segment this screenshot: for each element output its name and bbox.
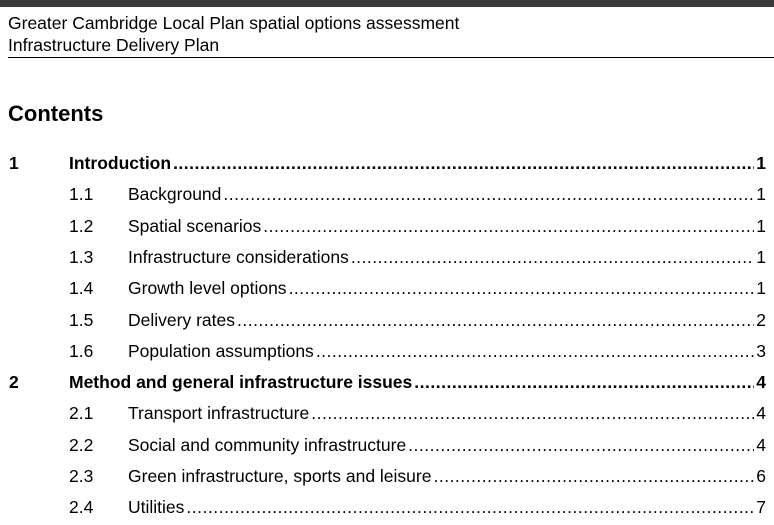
toc-entry-page[interactable]: 6 bbox=[756, 466, 766, 486]
toc-entry-line bbox=[128, 184, 766, 205]
document-subtitle: Infrastructure Delivery Plan bbox=[8, 35, 220, 55]
toc-entry-title[interactable]: Infrastructure considerations bbox=[128, 246, 349, 267]
toc-entry[interactable] bbox=[0, 180, 774, 211]
toc-entry-title[interactable]: Social and community infrastructure bbox=[128, 434, 407, 455]
toc-entry-number: 1.5 bbox=[69, 309, 94, 330]
toc-entry-number: 2 bbox=[9, 372, 19, 393]
toc-entry-title[interactable]: Transport infrastructure bbox=[128, 403, 310, 424]
toc-entry-line bbox=[128, 310, 766, 331]
toc-entry[interactable] bbox=[0, 462, 774, 493]
toc-dot-leader bbox=[311, 403, 754, 424]
document-title: Greater Cambridge Local Plan spatial options assessment bbox=[8, 13, 460, 33]
toc-entry-line bbox=[128, 247, 766, 268]
toc-entry-number: 2.2 bbox=[69, 434, 94, 455]
toc-entry-title[interactable]: Spatial scenarios bbox=[128, 215, 262, 236]
toc-entry[interactable] bbox=[0, 149, 774, 180]
toc-entry-page[interactable]: 4 bbox=[756, 434, 766, 455]
toc-entry-line bbox=[128, 435, 766, 456]
toc-entry[interactable] bbox=[0, 337, 774, 368]
toc-entry-title[interactable]: Green infrastructure, sports and leisure bbox=[128, 466, 432, 486]
toc-entry[interactable] bbox=[0, 274, 774, 305]
toc-entry-number: 1.6 bbox=[69, 340, 94, 361]
toc-entry-line bbox=[128, 466, 766, 487]
toc-entry-number: 2.3 bbox=[69, 466, 94, 486]
toc-dot-leader bbox=[173, 153, 754, 174]
toc-entry-page[interactable]: 7 bbox=[756, 497, 766, 518]
toc-entry-page[interactable]: 1 bbox=[756, 153, 766, 173]
toc-entry-page[interactable]: 1 bbox=[756, 215, 766, 236]
toc-dot-leader bbox=[223, 184, 754, 205]
toc-entry[interactable] bbox=[0, 368, 774, 399]
toc-entry-number: 1.3 bbox=[69, 246, 94, 267]
toc-dot-leader bbox=[316, 341, 754, 362]
toc-entry[interactable] bbox=[0, 431, 774, 462]
window-top-bar bbox=[0, 0, 774, 7]
header-rule bbox=[8, 57, 774, 58]
toc-dot-leader bbox=[263, 216, 754, 237]
toc-entry-line bbox=[128, 216, 766, 237]
toc-entry-title[interactable]: Method and general infrastructure issues bbox=[69, 372, 413, 393]
toc-dot-leader bbox=[414, 372, 754, 393]
toc-entry-page[interactable]: 1 bbox=[756, 246, 766, 267]
toc-entry-line bbox=[128, 278, 766, 299]
toc-dot-leader bbox=[186, 497, 754, 518]
toc-entry-line bbox=[128, 497, 766, 518]
contents-heading: Contents bbox=[8, 101, 104, 126]
toc-entry-page[interactable]: 4 bbox=[756, 403, 766, 424]
toc-entry-page[interactable]: 3 bbox=[756, 340, 766, 361]
toc-entry-number: 2.4 bbox=[69, 497, 94, 518]
toc-entry[interactable] bbox=[0, 399, 774, 430]
toc-entry-title[interactable]: Population assumptions bbox=[128, 340, 314, 361]
toc-entry[interactable] bbox=[0, 493, 774, 524]
toc-dot-leader bbox=[408, 435, 754, 456]
toc-entry-line bbox=[69, 372, 766, 393]
toc-entry-number: 1.2 bbox=[69, 215, 94, 236]
toc-entry-page[interactable]: 1 bbox=[756, 278, 766, 299]
toc-entry-line bbox=[128, 341, 766, 362]
toc-dot-leader bbox=[289, 278, 755, 299]
toc-dot-leader bbox=[237, 310, 754, 331]
toc-entry-title[interactable]: Delivery rates bbox=[128, 309, 235, 330]
toc-entry-page[interactable]: 1 bbox=[756, 184, 766, 205]
toc-entry-title[interactable]: Growth level options bbox=[128, 278, 287, 299]
toc-entry-title[interactable]: Background bbox=[128, 184, 222, 205]
toc-entry-line bbox=[69, 153, 766, 174]
toc-entry-page[interactable]: 2 bbox=[756, 309, 766, 330]
toc-entry[interactable] bbox=[0, 306, 774, 337]
document-header bbox=[8, 12, 774, 56]
toc-entry-number: 1.1 bbox=[69, 184, 94, 205]
toc-entry-number: 1 bbox=[9, 153, 19, 173]
toc-entry[interactable] bbox=[0, 243, 774, 274]
toc-entry-number: 2.1 bbox=[69, 403, 94, 424]
toc-dot-leader bbox=[433, 466, 754, 487]
toc-dot-leader bbox=[351, 247, 754, 268]
toc-entry-title[interactable]: Introduction bbox=[69, 153, 172, 173]
toc-entry-number: 1.4 bbox=[69, 278, 94, 299]
toc-entry[interactable] bbox=[0, 212, 774, 243]
toc-entry-title[interactable]: Utilities bbox=[128, 497, 185, 518]
toc-entry-page[interactable]: 4 bbox=[756, 372, 766, 393]
toc-entry-line bbox=[128, 403, 766, 424]
